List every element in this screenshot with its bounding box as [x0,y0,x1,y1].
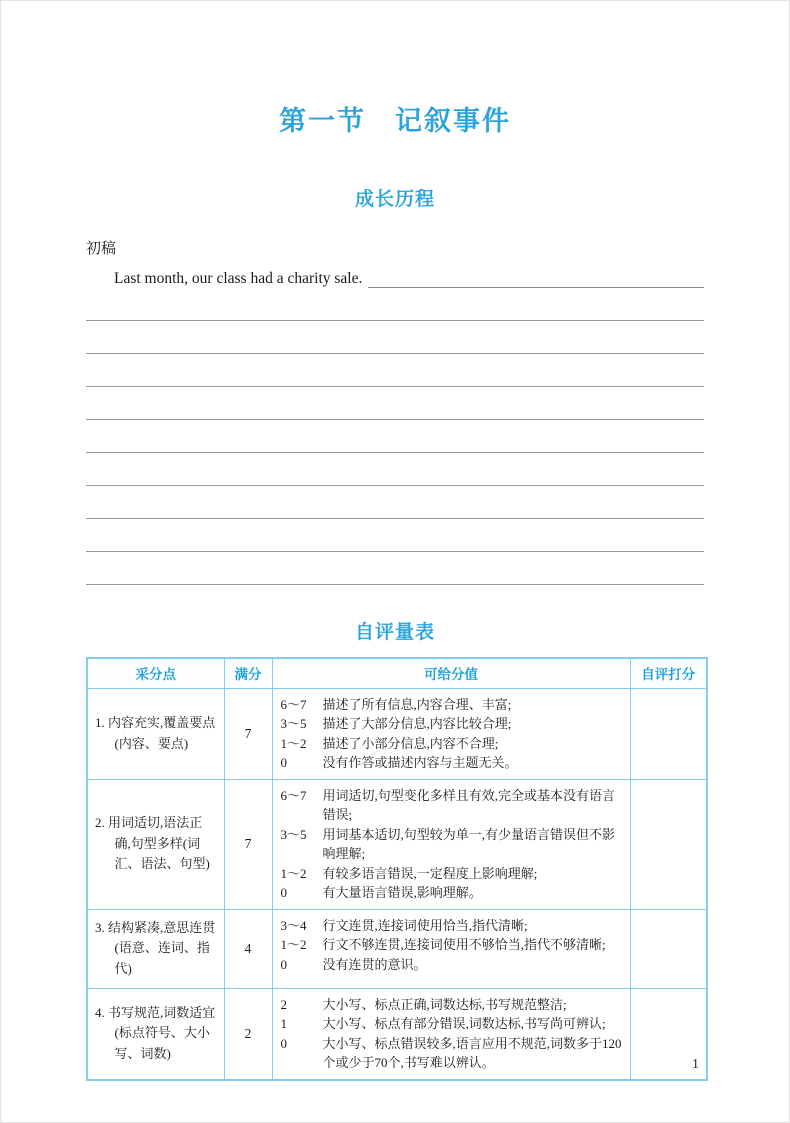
criterion [281,883,622,903]
scoring-point-text: 2. 用词适切,语法正确,句型多样(词汇、语法、句型) [95,814,210,872]
full-score-cell: 7 [224,779,272,909]
criteria-cell [272,988,630,1080]
criterion-score: 6～7 [280,787,307,803]
criteria-cell [272,688,630,779]
scoring-point-text: 4. 书写规范,词数适宜(标点符号、大小写、词数) [95,1004,216,1062]
header-criteria: 可给分值 [272,658,630,688]
criterion-text: 用词适切,句型变化多样且有效,完全或基本没有语言错误; [322,787,616,822]
criterion [281,753,622,773]
writing-line [86,420,704,453]
criterion-score: 1 [280,1016,287,1032]
criterion [281,995,622,1015]
criterion-score: 0 [280,885,287,900]
criterion-text: 没有连贯的意识。 [322,956,427,972]
criterion [281,916,622,936]
criterion-text: 大小写、标点有部分错误,词数达标,书写尚可辨认; [322,1016,606,1032]
criterion-text: 大小写、标点错误较多,语言应用不规范,词数多于120个或少于70个,书写难以辨认。 [322,1035,622,1071]
criterion-score: 3～5 [280,716,307,731]
scoring-point-cell [87,688,224,779]
criterion-text: 描述了小部分信息,内容不合理; [322,735,499,751]
scoring-point-cell [87,988,224,1080]
scoring-point-text: 3. 结构紧凑,意思连贯(语意、连词、指代) [95,919,216,977]
criterion-text: 没有作答或描述内容与主题无关。 [322,755,518,770]
writing-line [86,387,704,420]
self-score-cell [630,688,707,779]
criteria-cell [272,779,630,909]
self-score-cell [630,779,707,909]
header-self-score: 自评打分 [630,658,707,688]
writing-line [86,354,704,387]
criteria-cell [272,909,630,988]
draft-label: 初稿 [86,241,117,257]
writing-line-partial [368,268,704,288]
criterion-text: 大小写、标点正确,词数达标,书写规范整洁; [322,996,567,1012]
criterion [281,1014,622,1034]
criterion-score: 1～2 [280,865,307,881]
rubric-header-row [87,658,707,688]
criterion [281,714,622,734]
criterion [281,825,622,864]
scoring-point-cell [87,909,224,988]
writing-lines [86,288,704,585]
rubric-table [86,657,708,1081]
writing-line [86,486,704,519]
opening-sentence: Last month, our class had a charity sale. [114,270,363,287]
criterion-text: 有大量语言错误,影响理解。 [322,885,482,900]
criterion-text: 行文连贯,连接词使用恰当,指代清晰; [322,917,528,933]
full-score-cell: 7 [224,688,272,779]
criterion-score: 0 [280,755,287,770]
criterion [281,734,622,754]
rubric-title: 自评量表 [354,622,435,643]
exercise-title: 成长历程 [354,189,435,210]
criterion [281,1034,622,1073]
header-scoring-point: 采分点 [87,658,224,688]
criterion-score: 3～5 [280,826,307,842]
criterion [281,695,622,715]
table-row-3 [87,909,707,988]
criterion [281,786,622,825]
criterion-score: 0 [280,1035,287,1051]
writing-line [86,519,704,552]
page-number: 1 [692,1057,699,1072]
full-score-cell: 4 [224,909,272,988]
criterion-text: 用词基本适切,句型较为单一,有少量语言错误但不影响理解; [322,826,616,861]
page-content [1,99,789,1081]
criterion-score: 3～4 [280,917,307,933]
criterion [281,955,622,975]
writing-line [86,552,704,585]
table-row-4 [87,988,707,1080]
writing-line [86,453,704,486]
self-score-cell [630,909,707,988]
full-score-cell: 2 [224,988,272,1080]
header-full-score: 满分 [224,658,272,688]
opening-sentence-row [86,266,704,288]
section-title: 第一节 记叙事件 [279,106,511,136]
criterion-text: 有较多语言错误,一定程度上影响理解; [322,865,538,881]
criterion-text: 行文不够连贯,连接词使用不够恰当,指代不够清晰; [322,937,606,952]
criterion [281,864,622,884]
scoring-point-text: 1. 内容充实,覆盖要点(内容、要点) [95,714,216,751]
criterion-text: 描述了大部分信息,内容比较合理; [322,716,512,731]
criterion-score: 0 [280,956,287,972]
scoring-point-cell [87,779,224,909]
criterion-score: 2 [280,996,287,1012]
criterion [281,935,622,955]
table-row-2 [87,779,707,909]
table-row-1 [87,688,707,779]
criterion-score: 6～7 [280,696,307,712]
criterion-text: 描述了所有信息,内容合理、丰富; [322,696,512,712]
writing-line [86,288,704,321]
writing-line [86,321,704,354]
criterion-score: 1～2 [280,937,307,952]
criterion-score: 1～2 [280,735,307,751]
